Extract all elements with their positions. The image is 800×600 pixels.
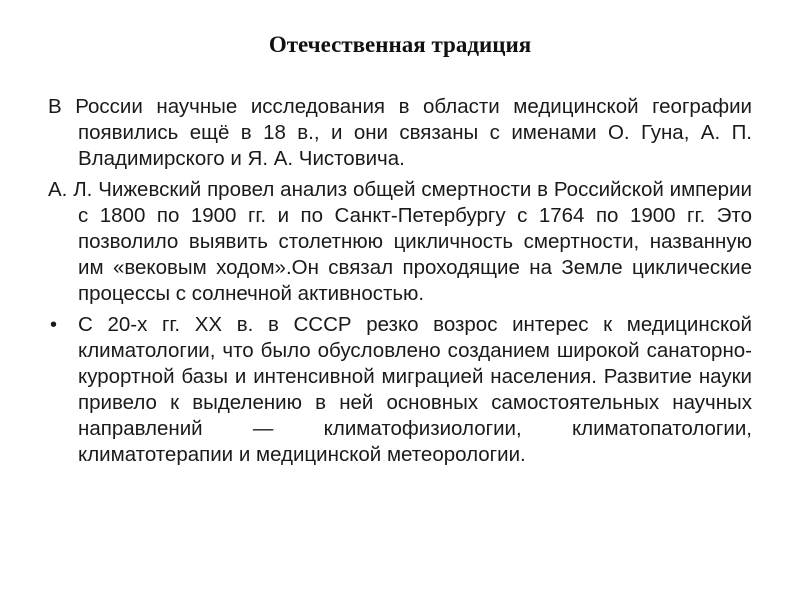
bullet-icon: • [50, 314, 58, 336]
bullet-item-ussr [48, 312, 752, 468]
paragraph-ussr: С 20-х гг. XX в. в СССР резко возрос интерес к медицинской климатологии, что было обусловлено созданием широкой санаторно-курортной базы и интенсивной миграцией населения. Развитие науки привело к выделению в ней основных самостоятельных научных направлений — климатофизиологии, климатопатологии, климатотерапии и медицинской метеорологии. [78, 313, 752, 466]
slide-body [48, 94, 752, 473]
paragraph-history: В России научные исследования в области медицинской географии появились ещё в 18 в., и они связаны с именами О. Гуна, А. П. Владимирского и Я. А. Чистовича. [48, 95, 752, 170]
slide-title: Отечественная традиция [268, 32, 532, 57]
paragraph-chizhevsky: А. Л. Чижевский провел анализ общей смертности в Российской империи с 1800 по 1900 гг. и по Санкт-Петербургу с 1764 по 1900 гг. Это позволило выявить столетнюю цикличность смертности, названную им «вековым ходом».Он связал проходящие на Земле циклические процессы с солнечной активностью. [48, 178, 752, 305]
